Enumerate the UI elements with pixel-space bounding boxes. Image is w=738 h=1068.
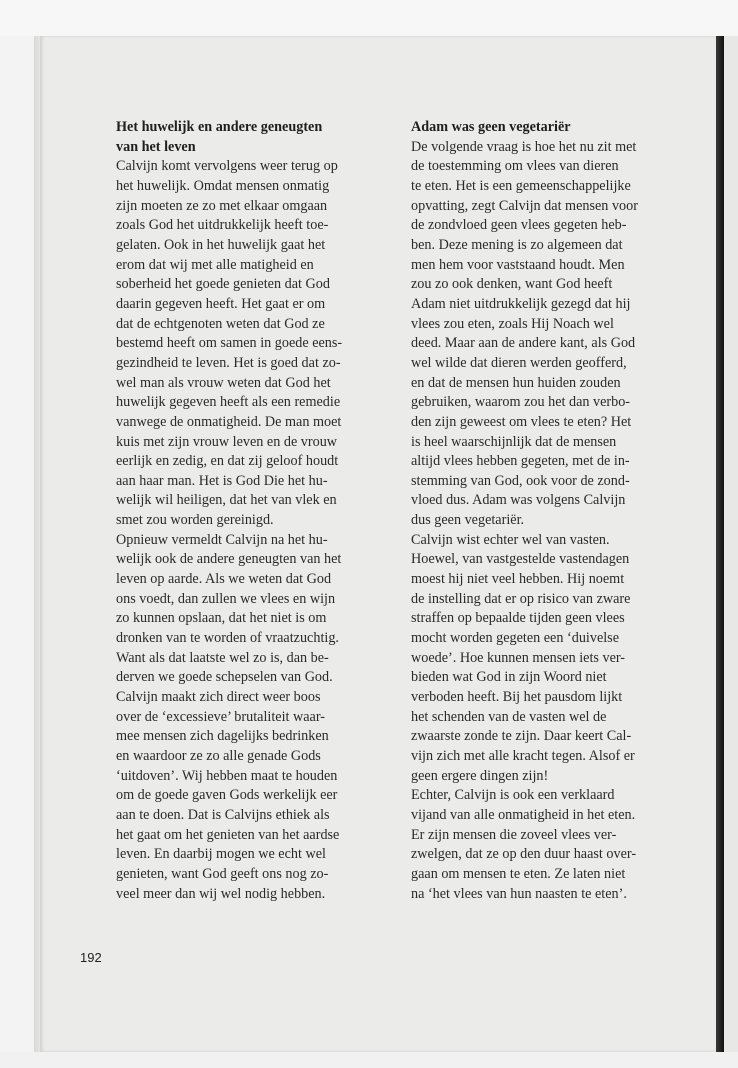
section-heading-right: Adam was geen vegetariër	[411, 119, 571, 135]
paragraph: De volgende vraag is hoe het nu zit met de toestemming om vlees van dieren te eten. Het is een gemeenschappelijke opvatting, zegt Calvijn dat mensen voor de zondvloed geen vlees gegeten heb- ben. Deze mening is zo algemeen dat men hem voor vaststaand houdt. Men zou zo ook denken, want God heeft Adam niet uitdrukkelijk gezegd dat hij vlees zou eten, zoals Hij Noach wel deed. Maar aan de andere kant, als God wel wilde dat dieren werden geofferd, en dat de mensen hun huiden zouden gebruiken, waarom zou het dan verbo- den zijn geweest om vlees te eten? Het is heel waarschijnlijk dat de mensen altijd vlees hebben gegeten, met de in- stemming van God, ook voor de zond- vloed dus. Adam was volgens Calvijn dus geen vegetariër.	[411, 138, 638, 529]
paragraph: Echter, Calvijn is ook een verklaard vijand van alle onmatigheid in het eten. Er zijn mensen die zoveel vlees ver- zwelgen, dat ze op den duur haast over- gaan om mensen te eten. Ze laten niet na ‘het vlees van hun naasten te eten’.	[411, 787, 637, 902]
paragraph: Opnieuw vermeldt Calvijn na het hu- welijk ook de andere geneugten van het leven op aarde. Als we weten dat God ons voedt, dan zullen we vlees en wijn zo kunnen opslaan, dat het niet is om dronken van te worden of vraatzuchtig. Want als dat laatste wel zo is, dan be- derven we goede schepselen van God. Calvijn maakt zich direct weer boos over de ‘excessieve’ brutaliteit waar- mee mensen zich dagelijks bedrinken en waardoor ze zo alle genade Gods ‘uitdoven’. Wij hebben maat te houden om de goede gaven Gods werkelijk eer aan te doen. Dat is Calvijns ethiek als het gaat om het genieten van het aardse leven. En daarbij mogen we echt wel genieten, want God geeft ons nog zo- veel meer dan wij wel nodig hebben.	[116, 531, 342, 902]
right-column	[411, 118, 669, 904]
background-bottom	[0, 1052, 738, 1068]
page-number: 192	[80, 950, 102, 965]
background-top	[0, 0, 738, 36]
paragraph: Calvijn komt vervolgens weer terug op het huwelijk. Omdat mensen onmatig zijn moeten ze zo met elkaar omgaan zoals God het uitdrukkelijk heeft toe- gelaten. Ook in het huwelijk gaat het erom dat wij met alle matigheid en soberheid het goede genieten dat God daarin gegeven heeft. Het gaat er om dat de echtgenoten weten dat God ze bestemd heeft om samen in goede eens- gezindheid te leven. Het is goed dat zo- wel man als vrouw weten dat God het huwelijk gegeven heeft als een remedie vanwege de onmatigheid. De man moet kuis met zijn vrouw leven en de vrouw eerlijk en zedig, en dat zij geloof houdt aan haar man. Het is God Die het hu- welijk wil heiligen, dat het van vlek en smet zou worden gereinigd.	[116, 158, 343, 529]
section-heading-left: Het huwelijk en andere geneugten van het leven	[116, 119, 323, 155]
paragraph: Calvijn wist echter wel van vasten. Hoewel, van vastgestelde vastendagen moest hij niet veel hebben. Hij noemt de instelling dat er op risico van zware straffen op bepaalde tijden geen vlees mocht worden gegeten een ‘duivelse woede’. Hoe kunnen mensen iets ver- bieden wat God in zijn Woord niet verboden heeft. Bij het pausdom lijkt het schenden van de vasten wel de zwaarste zonde te zijn. Daar keert Cal- vijn zich met alle kracht tegen. Alsof er geen ergere dingen zijn!	[411, 531, 635, 784]
left-column	[116, 118, 374, 904]
facing-page-edge	[724, 36, 738, 1052]
book-spine-gutter	[716, 36, 724, 1052]
